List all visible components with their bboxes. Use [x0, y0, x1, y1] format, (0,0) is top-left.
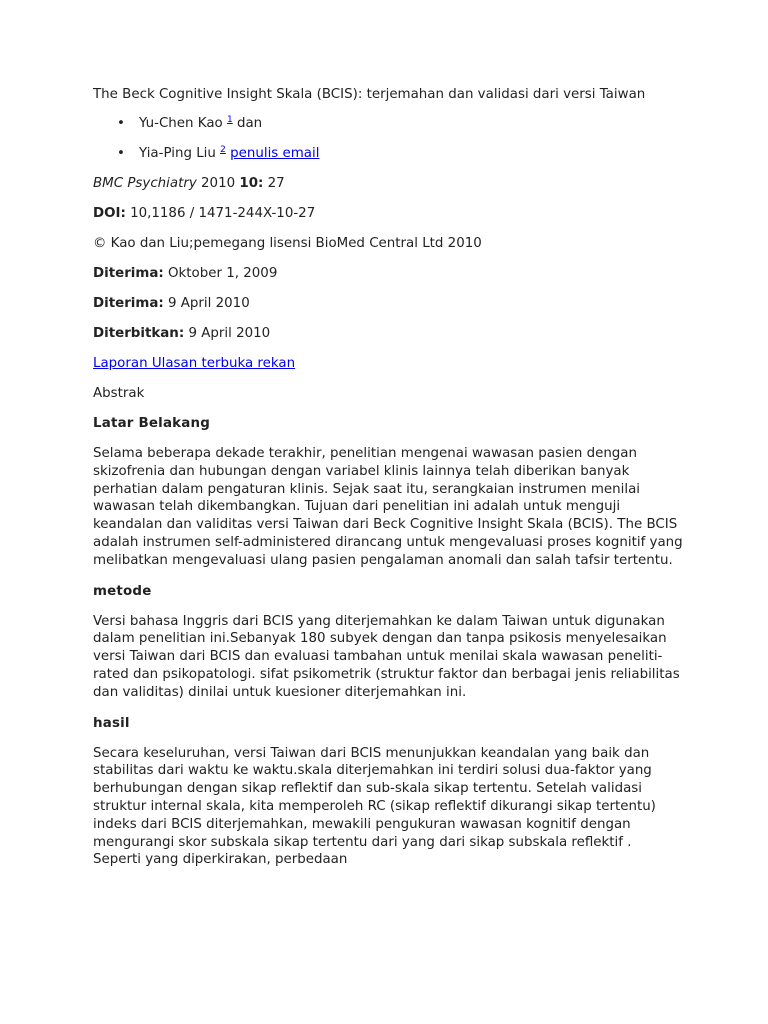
date-label: Diterima: [93, 296, 164, 311]
date-value: 9 April 2010 [163, 296, 250, 311]
abstract-label: Abstrak [93, 386, 145, 401]
author-affiliation-link[interactable]: 2 [220, 145, 226, 155]
doi [93, 205, 683, 222]
author-affiliation-link[interactable]: 1 [226, 115, 233, 125]
citation-volume: 10: [239, 176, 264, 191]
date-label: Diterima: [93, 266, 164, 281]
peer-review-link[interactable]: Laporan Ulasan terbuka rekan [93, 356, 296, 371]
bullet-icon: • [117, 146, 125, 161]
section-heading-results: hasil [93, 715, 130, 731]
section-heading-background: Latar Belakang [93, 416, 211, 431]
author-suffix: dan [232, 116, 263, 131]
email-author-link[interactable]: penulis email [230, 146, 320, 161]
date-received [93, 265, 683, 282]
bullet-icon: • [117, 116, 125, 131]
author-item [93, 145, 683, 162]
citation-year: 2010 [196, 176, 240, 191]
section-text-background: Selama beberapa dekade terakhir, penelitian mengenai wawasan pasien dengan skizofrenia dan hubungan dengan variabel klinis lainnya telah diberikan banyak perhatian dalam pengaturan klinis. Sejak saat itu, serangkaian instrumen menilai wawasan telah dikembangkan. Tujuan dari penelitian ini adalah untuk menguji keandalan dan validitas versi Taiwan dari Beck Cognitive Insight Skala (BCIS). The BCIS adalah instrumen self-administered dirancang untuk mengevaluasi proses kognitif yang melibatkan mengevaluasi ulang pasien pengalaman anomali dan salah tafsir tertentu. [93, 446, 683, 568]
date-label: Diterbitkan: [93, 326, 185, 341]
author-name: Yia-Ping Liu [139, 146, 221, 161]
date-published [93, 325, 683, 342]
document-page [93, 86, 683, 882]
journal-name: BMC Psychiatry [93, 176, 197, 191]
section-text-methods: Versi bahasa Inggris dari BCIS yang diterjemahkan ke dalam Taiwan untuk digunakan dalam penelitian ini.Sebanyak 180 subyek dengan dan tanpa psikosis menyelesaikan versi Taiwan dari BCIS dan evaluasi tambahan untuk menilai skala wawasan peneliti-rated dan psikopatologi. sifat psikometrik (struktur faktor dan berbagai jenis reliabilitas dan validitas) dinilai untuk kuesioner diterjemahkan ini. [93, 613, 680, 700]
author-item [93, 115, 683, 132]
date-value: Oktober 1, 2009 [163, 266, 278, 281]
section-heading-methods: metode [93, 583, 152, 599]
article-title: The Beck Cognitive Insight Skala (BCIS): terjemahan dan validasi dari versi Taiwan [93, 87, 646, 102]
date-accepted [93, 295, 683, 312]
date-value: 9 April 2010 [184, 326, 271, 341]
doi-label: DOI: [93, 206, 126, 221]
author-list [93, 115, 683, 162]
section-text-results: Secara keseluruhan, versi Taiwan dari BCIS menunjukkan keandalan yang baik dan stabilitas dari waktu ke waktu.skala diterjemahkan ini terdiri solusi dua-faktor yang berhubungan dengan sikap reflektif dan sub-skala sikap tertentu. Setelah validasi struktur internal skala, kita memperoleh RC (sikap reflektif dikurangi sikap tertentu) indeks dari BCIS diterjemahkan, mewakili pengukuran wawasan kognitif dengan mengurangi skor subskala sikap tertentu dari yang dari sikap subskala reflektif . Seperti yang diperkirakan, perbedaan [93, 745, 656, 868]
author-name: Yu-Chen Kao [139, 116, 227, 131]
doi-value: 10,1186 / 1471-244X-10-27 [125, 206, 316, 221]
citation [93, 175, 683, 192]
review-link-row [93, 355, 683, 372]
copyright: © Kao dan Liu;pemegang lisensi BioMed Central Ltd 2010 [93, 236, 482, 251]
citation-page: 27 [263, 176, 285, 191]
